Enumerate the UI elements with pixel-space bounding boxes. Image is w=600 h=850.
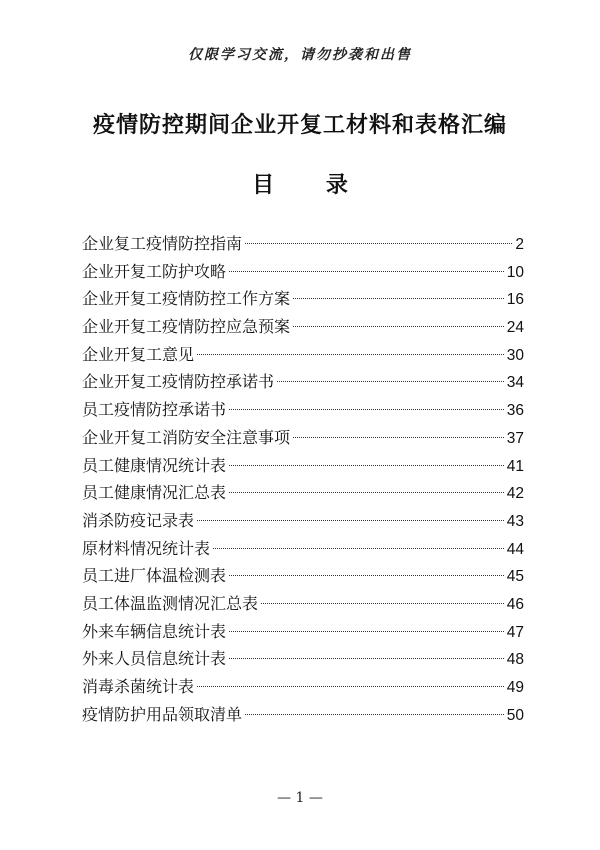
toc-dot-leader: [197, 686, 504, 687]
toc-dot-leader: [229, 575, 504, 576]
toc-entry-label: 原材料情况统计表: [82, 538, 211, 558]
toc-dot-leader: [293, 326, 504, 327]
toc-dot-leader: [245, 243, 512, 244]
toc-entry[interactable]: [82, 590, 524, 618]
toc-dot-leader: [229, 492, 504, 493]
toc-dot-leader: [245, 714, 504, 715]
toc-entry-label: 企业开复工疫情防控应急预案: [82, 317, 291, 337]
toc-entry-page-number: 2: [515, 236, 524, 253]
toc-dot-leader: [261, 603, 504, 604]
toc-entry-page-number: 50: [506, 706, 524, 724]
toc-entry-page-number: 16: [506, 291, 524, 309]
document-title: 疫情防控期间企业开复工材料和表格汇编: [92, 112, 507, 138]
toc-entry-label: 外来人员信息统计表: [82, 649, 227, 669]
toc-dot-leader: [197, 354, 504, 355]
toc-dot-leader: [197, 520, 504, 521]
toc-entry-label: 企业开复工消防安全注意事项: [82, 427, 291, 447]
toc-entry-label: 企业开复工疫情防控承诺书: [82, 372, 275, 392]
toc-entry-page-number: 41: [506, 457, 524, 475]
toc-entry-page-number: 44: [506, 540, 524, 558]
toc-entry-page-number: 45: [506, 568, 524, 586]
toc-entry-label: 消杀防疫记录表: [82, 510, 195, 530]
toc-entry-page-number: 46: [506, 595, 524, 613]
toc-dot-leader: [229, 271, 504, 272]
toc-entry[interactable]: [82, 562, 524, 590]
toc-dot-leader: [229, 409, 504, 410]
toc-entry[interactable]: [82, 424, 524, 452]
toc-entry[interactable]: [82, 535, 524, 563]
toc-entry-label: 员工健康情况汇总表: [82, 483, 227, 503]
toc-entry-page-number: 49: [506, 679, 524, 696]
toc-entry-label: 员工疫情防控承诺书: [82, 400, 227, 420]
toc-dot-leader: [293, 437, 504, 438]
toc-entry-page-number: 42: [506, 485, 524, 503]
footer-page-number: — 1 —: [277, 790, 323, 806]
toc-dot-leader: [277, 381, 504, 382]
toc-entry[interactable]: [82, 618, 524, 646]
toc-dot-leader: [229, 465, 504, 466]
toc-entry-label: 员工健康情况统计表: [82, 455, 227, 475]
toc-entry-page-number: 36: [506, 402, 524, 420]
toc-entry-label: 疫情防护用品领取清单: [82, 704, 243, 724]
toc-entry-label: 企业开复工意见: [82, 344, 195, 364]
toc-entry-page-number: 37: [506, 429, 524, 447]
toc-entry-page-number: 30: [506, 346, 524, 364]
header-notice: 仅限学习交流，请勿抄袭和出售: [188, 47, 412, 63]
toc-entry-page-number: 48: [506, 651, 524, 669]
table-of-contents: [82, 230, 524, 728]
toc-entry[interactable]: [82, 341, 524, 369]
toc-entry-label: 企业开复工疫情防控工作方案: [82, 289, 291, 309]
toc-entry-page-number: 24: [506, 319, 524, 337]
toc-entry[interactable]: [82, 258, 524, 286]
toc-entry[interactable]: [82, 396, 524, 424]
toc-entry[interactable]: [82, 701, 524, 729]
toc-dot-leader: [229, 658, 504, 659]
toc-entry-label: 外来车辆信息统计表: [82, 621, 227, 641]
toc-entry-page-number: 43: [506, 512, 524, 530]
toc-heading: 目 录: [252, 172, 370, 198]
toc-dot-leader: [293, 298, 504, 299]
toc-entry-page-number: 47: [506, 623, 524, 641]
toc-entry-label: 消毒杀菌统计表: [82, 677, 195, 696]
toc-entry[interactable]: [82, 479, 524, 507]
toc-entry[interactable]: [82, 285, 524, 313]
toc-entry[interactable]: [82, 645, 524, 673]
toc-entry-page-number: 34: [506, 374, 524, 392]
toc-dot-leader: [213, 548, 504, 549]
toc-entry-label: 企业复工疫情防控指南: [82, 234, 243, 253]
toc-entry[interactable]: [82, 673, 524, 701]
toc-entry[interactable]: [82, 452, 524, 480]
toc-dot-leader: [229, 631, 504, 632]
toc-entry[interactable]: [82, 313, 524, 341]
toc-entry-label: 企业开复工防护攻略: [82, 261, 227, 281]
toc-entry-label: 员工进厂体温检测表: [82, 566, 227, 586]
toc-entry[interactable]: [82, 507, 524, 535]
toc-entry-page-number: 10: [506, 263, 524, 281]
toc-entry[interactable]: [82, 368, 524, 396]
toc-entry-label: 员工体温监测情况汇总表: [82, 593, 259, 613]
toc-entry[interactable]: [82, 230, 524, 258]
